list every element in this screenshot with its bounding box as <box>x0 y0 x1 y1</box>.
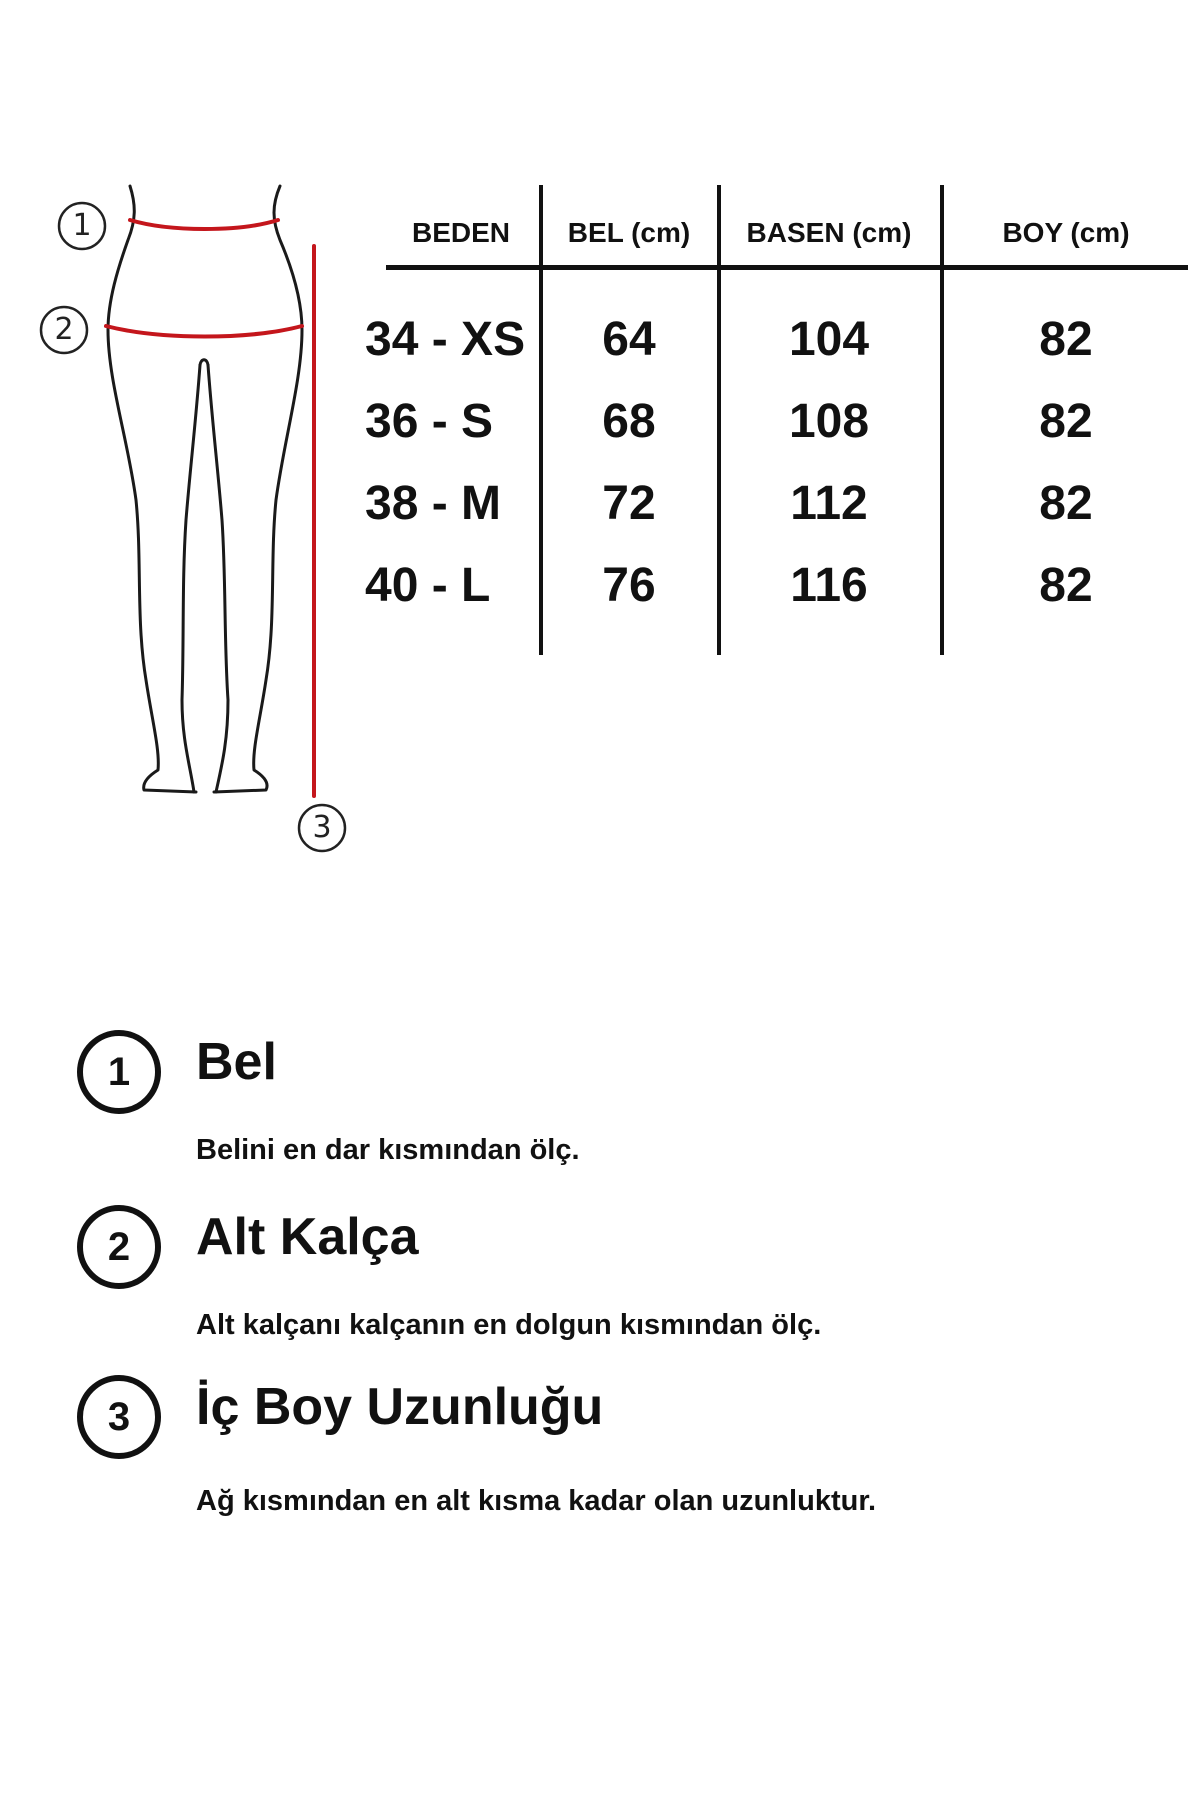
cell-bel: 64 <box>602 313 656 366</box>
legend-description: Ağ kısmından en alt kısma kadar olan uzunluktur. <box>196 1485 877 1517</box>
cell-size: 38 - M <box>365 477 502 530</box>
header-beden: BEDEN <box>411 217 510 248</box>
cell-boy: 82 <box>1039 395 1093 448</box>
legend-number-1: 1 <box>77 1030 161 1114</box>
size-chart-table <box>365 185 1188 655</box>
legend-description: Belini en dar kısmından ölç. <box>196 1134 580 1166</box>
legend-number-3: 3 <box>77 1375 161 1459</box>
waist-measure-line <box>130 220 278 229</box>
marker-3-label: 3 <box>312 810 332 845</box>
cell-basen: 104 <box>788 313 870 366</box>
cell-bel: 72 <box>602 477 656 530</box>
body-measurement-figure <box>0 0 380 900</box>
header-basen: BASEN (cm) <box>746 217 912 248</box>
cell-basen: 116 <box>790 559 868 612</box>
column-divider <box>539 185 543 655</box>
cell-boy: 82 <box>1039 559 1093 612</box>
legend-item-alt-kalca <box>0 1205 1200 1375</box>
cell-size: 36 - S <box>365 395 494 448</box>
column-divider <box>717 185 721 655</box>
cell-bel: 68 <box>602 395 656 448</box>
marker-1-label: 1 <box>72 208 92 243</box>
header-bel: BEL (cm) <box>567 217 691 248</box>
cell-boy: 82 <box>1039 313 1093 366</box>
cell-basen: 108 <box>788 395 870 448</box>
legend-title: İç Boy Uzunluğu <box>196 1378 604 1436</box>
legend-number-2: 2 <box>77 1205 161 1289</box>
hip-measure-line <box>106 326 302 337</box>
header-underline <box>386 265 1188 270</box>
cell-bel: 76 <box>602 559 656 612</box>
legend-description: Alt kalçanı kalçanın en dolgun kısmından ölç. <box>196 1309 822 1341</box>
legend-title: Bel <box>196 1033 277 1091</box>
legend-item-bel <box>0 1030 1200 1200</box>
legend-item-ic-boy <box>0 1375 1200 1545</box>
header-boy: BOY (cm) <box>1002 217 1130 248</box>
cell-size: 40 - L <box>365 559 491 612</box>
marker-2-label: 2 <box>54 312 74 347</box>
cell-basen: 112 <box>790 477 868 530</box>
cell-size: 34 - XS <box>365 313 526 366</box>
legend-title: Alt Kalça <box>196 1208 419 1266</box>
legs-outline-illustration <box>0 0 380 900</box>
cell-boy: 82 <box>1039 477 1093 530</box>
column-divider <box>940 185 944 655</box>
